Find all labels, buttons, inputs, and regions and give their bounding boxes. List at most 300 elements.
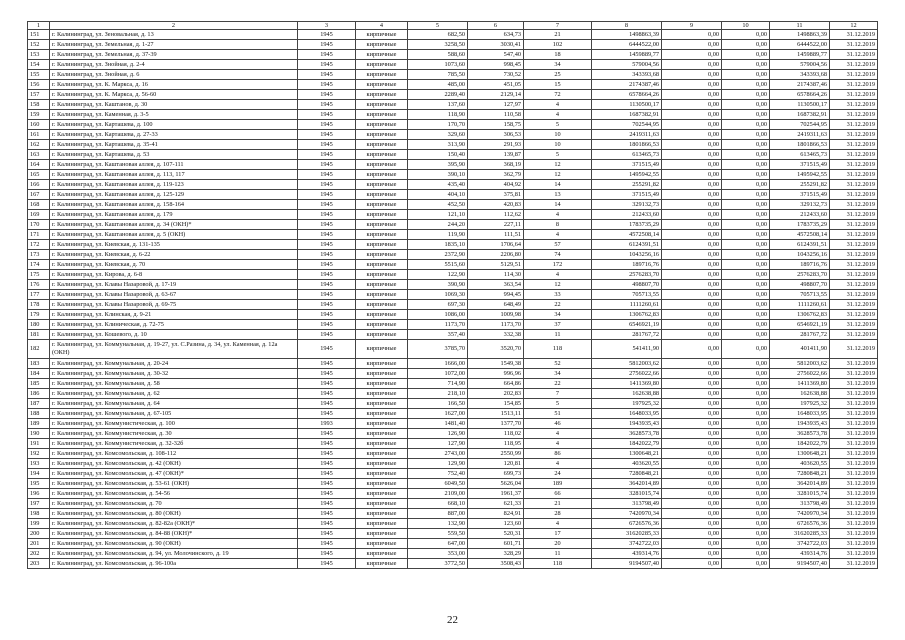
year-built-cell: 1945: [298, 379, 356, 389]
total-area-cell: 170,70: [408, 120, 468, 130]
total-area-cell: 6049,50: [408, 479, 468, 489]
cost-other-cell: 0,00: [722, 419, 770, 429]
table-row: [28, 469, 878, 479]
cost-owners-cell: 2756022,66: [770, 369, 830, 379]
total-area-cell: 5515,60: [408, 260, 468, 270]
cost-fund-cell: 0,00: [662, 140, 722, 150]
row-number-cell: 161: [28, 130, 50, 140]
year-built-cell: 1993: [298, 419, 356, 429]
total-area-cell: 1627,00: [408, 409, 468, 419]
table-row: [28, 60, 878, 70]
residents-cell: 34: [524, 310, 592, 320]
cost-owners-cell: 2576283,70: [770, 270, 830, 280]
living-area-cell: 1961,37: [468, 489, 524, 499]
cost-total-cell: 371515,49: [592, 160, 662, 170]
deadline-cell: 31.12.2019: [830, 190, 878, 200]
deadline-cell: 31.12.2019: [830, 250, 878, 260]
residents-cell: 4: [524, 459, 592, 469]
total-area-cell: 1069,30: [408, 290, 468, 300]
living-area-cell: 824,91: [468, 509, 524, 519]
cost-other-cell: 0,00: [722, 190, 770, 200]
living-area-cell: 520,31: [468, 529, 524, 539]
row-number-cell: 154: [28, 60, 50, 70]
cost-total-cell: 439314,76: [592, 549, 662, 559]
cost-total-cell: 1300648,21: [592, 449, 662, 459]
cost-owners-cell: 1043256,16: [770, 250, 830, 260]
cost-fund-cell: 0,00: [662, 529, 722, 539]
column-header: 3: [298, 22, 356, 30]
living-area-cell: 114,30: [468, 270, 524, 280]
year-built-cell: 1945: [298, 320, 356, 330]
living-area-cell: 363,54: [468, 280, 524, 290]
cost-fund-cell: 0,00: [662, 290, 722, 300]
year-built-cell: 1945: [298, 509, 356, 519]
row-number-cell: 200: [28, 529, 50, 539]
cost-owners-cell: 371515,49: [770, 190, 830, 200]
living-area-cell: 1549,38: [468, 359, 524, 369]
table-row: [28, 310, 878, 320]
table-row: [28, 479, 878, 489]
cost-other-cell: 0,00: [722, 80, 770, 90]
residents-cell: 74: [524, 250, 592, 260]
residents-cell: 4: [524, 210, 592, 220]
cost-total-cell: 7280848,21: [592, 469, 662, 479]
address-cell: г. Калининград, ул. Коммунистическая, д. 32-32б: [50, 439, 298, 449]
wall-material-cell: кирпичные: [356, 280, 408, 290]
wall-material-cell: кирпичные: [356, 230, 408, 240]
deadline-cell: 31.12.2019: [830, 210, 878, 220]
deadline-cell: 31.12.2019: [830, 110, 878, 120]
wall-material-cell: кирпичные: [356, 389, 408, 399]
cost-total-cell: 1043256,16: [592, 250, 662, 260]
cost-owners-cell: 439314,76: [770, 549, 830, 559]
living-area-cell: 2550,99: [468, 449, 524, 459]
wall-material-cell: кирпичные: [356, 559, 408, 569]
deadline-cell: 31.12.2019: [830, 559, 878, 569]
wall-material-cell: кирпичные: [356, 80, 408, 90]
cost-owners-cell: 3742722,03: [770, 539, 830, 549]
living-area-cell: 112,62: [468, 210, 524, 220]
total-area-cell: 329,60: [408, 130, 468, 140]
cost-fund-cell: 0,00: [662, 389, 722, 399]
wall-material-cell: кирпичные: [356, 30, 408, 40]
year-built-cell: 1945: [298, 160, 356, 170]
cost-fund-cell: 0,00: [662, 469, 722, 479]
residents-cell: 12: [524, 170, 592, 180]
table-row: [28, 50, 878, 60]
cost-fund-cell: 0,00: [662, 220, 722, 230]
year-built-cell: 1945: [298, 270, 356, 280]
cost-total-cell: 403620,55: [592, 459, 662, 469]
year-built-cell: 1945: [298, 40, 356, 50]
cost-total-cell: 313798,49: [592, 499, 662, 509]
wall-material-cell: кирпичные: [356, 499, 408, 509]
total-area-cell: 127,90: [408, 439, 468, 449]
table-row: [28, 399, 878, 409]
cost-total-cell: 3742722,03: [592, 539, 662, 549]
total-area-cell: 166,50: [408, 399, 468, 409]
living-area-cell: 664,86: [468, 379, 524, 389]
row-number-cell: 193: [28, 459, 50, 469]
column-header: 7: [524, 22, 592, 30]
wall-material-cell: кирпичные: [356, 110, 408, 120]
living-area-cell: 601,71: [468, 539, 524, 549]
row-number-cell: 170: [28, 220, 50, 230]
residents-cell: 24: [524, 469, 592, 479]
cost-total-cell: 2756022,66: [592, 369, 662, 379]
total-area-cell: 121,10: [408, 210, 468, 220]
year-built-cell: 1945: [298, 439, 356, 449]
address-cell: г. Калининград, ул. Земельная, д. 37-39: [50, 50, 298, 60]
residents-cell: 86: [524, 449, 592, 459]
total-area-cell: 668,10: [408, 499, 468, 509]
cost-other-cell: 0,00: [722, 369, 770, 379]
wall-material-cell: кирпичные: [356, 140, 408, 150]
address-cell: г. Калининград, ул. Коммунальная, д. 64: [50, 399, 298, 409]
deadline-cell: 31.12.2019: [830, 60, 878, 70]
cost-fund-cell: 0,00: [662, 120, 722, 130]
cost-owners-cell: 3628573,78: [770, 429, 830, 439]
deadline-cell: 31.12.2019: [830, 120, 878, 130]
address-cell: г. Калининград, ул. Каштановая аллея, д. 179: [50, 210, 298, 220]
residents-cell: 4: [524, 230, 592, 240]
cost-owners-cell: 3281015,74: [770, 489, 830, 499]
deadline-cell: 31.12.2019: [830, 509, 878, 519]
cost-fund-cell: 0,00: [662, 270, 722, 280]
address-cell: г. Калининград, ул. К. Маркса, д. 56-60: [50, 90, 298, 100]
cost-fund-cell: 0,00: [662, 70, 722, 80]
header-row: [28, 22, 878, 30]
cost-other-cell: 0,00: [722, 100, 770, 110]
deadline-cell: 31.12.2019: [830, 320, 878, 330]
column-header: 10: [722, 22, 770, 30]
living-area-cell: 634,73: [468, 30, 524, 40]
table-row: [28, 489, 878, 499]
total-area-cell: 647,00: [408, 539, 468, 549]
table-row: [28, 140, 878, 150]
cost-total-cell: 9194507,40: [592, 559, 662, 569]
residents-cell: 57: [524, 240, 592, 250]
cost-other-cell: 0,00: [722, 50, 770, 60]
deadline-cell: 31.12.2019: [830, 519, 878, 529]
living-area-cell: 118,02: [468, 429, 524, 439]
cost-owners-cell: 1411369,80: [770, 379, 830, 389]
cost-owners-cell: 613465,73: [770, 150, 830, 160]
cost-owners-cell: 6578664,26: [770, 90, 830, 100]
living-area-cell: 202,83: [468, 389, 524, 399]
column-header: 8: [592, 22, 662, 30]
cost-other-cell: 0,00: [722, 210, 770, 220]
cost-other-cell: 0,00: [722, 469, 770, 479]
cost-other-cell: 0,00: [722, 220, 770, 230]
total-area-cell: 2109,00: [408, 489, 468, 499]
living-area-cell: 3030,41: [468, 40, 524, 50]
deadline-cell: 31.12.2019: [830, 429, 878, 439]
table-row: [28, 549, 878, 559]
living-area-cell: 3508,43: [468, 559, 524, 569]
table-row: [28, 320, 878, 330]
address-cell: г. Калининград, ул. Зеновальная, д. 13: [50, 30, 298, 40]
cost-other-cell: 0,00: [722, 429, 770, 439]
total-area-cell: 218,10: [408, 389, 468, 399]
address-cell: г. Калининград, ул. Каменная, д. 3-5: [50, 110, 298, 120]
deadline-cell: 31.12.2019: [830, 130, 878, 140]
residents-cell: 46: [524, 419, 592, 429]
deadline-cell: 31.12.2019: [830, 280, 878, 290]
address-cell: г. Калининград, ул. Комсомольская, д. 80 (ОКН): [50, 509, 298, 519]
table-row: [28, 130, 878, 140]
year-built-cell: 1945: [298, 130, 356, 140]
year-built-cell: 1945: [298, 330, 356, 340]
cost-other-cell: 0,00: [722, 479, 770, 489]
cost-owners-cell: 1801866,53: [770, 140, 830, 150]
cost-fund-cell: 0,00: [662, 499, 722, 509]
wall-material-cell: кирпичные: [356, 320, 408, 330]
total-area-cell: 313,90: [408, 140, 468, 150]
wall-material-cell: кирпичные: [356, 70, 408, 80]
cost-fund-cell: 0,00: [662, 489, 722, 499]
residents-cell: 25: [524, 70, 592, 80]
living-area-cell: 547,40: [468, 50, 524, 60]
cost-fund-cell: 0,00: [662, 429, 722, 439]
cost-other-cell: 0,00: [722, 549, 770, 559]
living-area-cell: 306,53: [468, 130, 524, 140]
cost-total-cell: 255291,82: [592, 180, 662, 190]
cost-other-cell: 0,00: [722, 499, 770, 509]
living-area-cell: 328,29: [468, 549, 524, 559]
deadline-cell: 31.12.2019: [830, 389, 878, 399]
year-built-cell: 1945: [298, 150, 356, 160]
cost-owners-cell: 329132,73: [770, 200, 830, 210]
cost-owners-cell: 1495942,55: [770, 170, 830, 180]
residents-cell: 22: [524, 300, 592, 310]
total-area-cell: 129,90: [408, 459, 468, 469]
wall-material-cell: кирпичные: [356, 479, 408, 489]
total-area-cell: 390,90: [408, 280, 468, 290]
address-cell: г. Калининград, ул. Коммунальная, д. 58: [50, 379, 298, 389]
year-built-cell: 1945: [298, 190, 356, 200]
year-built-cell: 1945: [298, 210, 356, 220]
cost-total-cell: 1306762,83: [592, 310, 662, 320]
deadline-cell: 31.12.2019: [830, 230, 878, 240]
total-area-cell: 2743,00: [408, 449, 468, 459]
residents-cell: 118: [524, 559, 592, 569]
wall-material-cell: кирпичные: [356, 270, 408, 280]
table-row: [28, 120, 878, 130]
cost-owners-cell: 1306762,83: [770, 310, 830, 320]
table-row: [28, 539, 878, 549]
cost-other-cell: 0,00: [722, 150, 770, 160]
living-area-cell: 291,93: [468, 140, 524, 150]
total-area-cell: 1835,10: [408, 240, 468, 250]
table-row: [28, 519, 878, 529]
table-row: [28, 270, 878, 280]
cost-fund-cell: 0,00: [662, 230, 722, 240]
cost-other-cell: 0,00: [722, 250, 770, 260]
cost-owners-cell: 162638,88: [770, 389, 830, 399]
cost-total-cell: 1648033,95: [592, 409, 662, 419]
year-built-cell: 1945: [298, 399, 356, 409]
year-built-cell: 1945: [298, 230, 356, 240]
wall-material-cell: кирпичные: [356, 220, 408, 230]
wall-material-cell: кирпичные: [356, 549, 408, 559]
total-area-cell: 697,30: [408, 300, 468, 310]
row-number-cell: 195: [28, 479, 50, 489]
cost-fund-cell: 0,00: [662, 419, 722, 429]
wall-material-cell: кирпичные: [356, 399, 408, 409]
residents-cell: 17: [524, 529, 592, 539]
cost-fund-cell: 0,00: [662, 509, 722, 519]
total-area-cell: 435,40: [408, 180, 468, 190]
cost-owners-cell: 255291,82: [770, 180, 830, 190]
cost-other-cell: 0,00: [722, 310, 770, 320]
living-area-cell: 118,95: [468, 439, 524, 449]
table-row: [28, 499, 878, 509]
deadline-cell: 31.12.2019: [830, 539, 878, 549]
year-built-cell: 1945: [298, 80, 356, 90]
deadline-cell: 31.12.2019: [830, 30, 878, 40]
row-number-cell: 189: [28, 419, 50, 429]
cost-owners-cell: 7280848,21: [770, 469, 830, 479]
address-cell: г. Калининград, ул. Карташева, д. 100: [50, 120, 298, 130]
total-area-cell: 2372,90: [408, 250, 468, 260]
address-cell: г. Калининград, ул. Комсомольская, д. 90 (ОКН): [50, 539, 298, 549]
address-cell: г. Калининград, ул. Клавы Назаровой, д. 69-75: [50, 300, 298, 310]
deadline-cell: 31.12.2019: [830, 40, 878, 50]
year-built-cell: 1945: [298, 110, 356, 120]
year-built-cell: 1945: [298, 220, 356, 230]
address-cell: г. Калининград, ул. Клавы Назаровой, д. 63-67: [50, 290, 298, 300]
residents-cell: 14: [524, 180, 592, 190]
deadline-cell: 31.12.2019: [830, 489, 878, 499]
address-cell: г. Калининград, ул. Каштановая аллея, д. 158-164: [50, 200, 298, 210]
address-cell: г. Калининград, ул. К. Маркса, д. 16: [50, 80, 298, 90]
cost-fund-cell: 0,00: [662, 30, 722, 40]
row-number-cell: 197: [28, 499, 50, 509]
residents-cell: 4: [524, 100, 592, 110]
cost-other-cell: 0,00: [722, 399, 770, 409]
address-cell: г. Калининград, ул. Комсомольская, д. 42 (ОКН): [50, 459, 298, 469]
table-row: [28, 110, 878, 120]
housing-register-table: [27, 21, 878, 569]
deadline-cell: 31.12.2019: [830, 330, 878, 340]
year-built-cell: 1945: [298, 170, 356, 180]
cost-total-cell: 162638,88: [592, 389, 662, 399]
row-number-cell: 196: [28, 489, 50, 499]
table-row: [28, 429, 878, 439]
row-number-cell: 178: [28, 300, 50, 310]
address-cell: г. Калининград, ул. Карташева, д. 53: [50, 150, 298, 160]
cost-fund-cell: 0,00: [662, 330, 722, 340]
cost-owners-cell: 1648033,95: [770, 409, 830, 419]
row-number-cell: 166: [28, 180, 50, 190]
page-number: 22: [447, 614, 458, 626]
year-built-cell: 1945: [298, 120, 356, 130]
total-area-cell: 1481,40: [408, 419, 468, 429]
residents-cell: 14: [524, 200, 592, 210]
living-area-cell: 154,85: [468, 399, 524, 409]
cost-fund-cell: 0,00: [662, 439, 722, 449]
residents-cell: 172: [524, 260, 592, 270]
cost-owners-cell: 1111260,61: [770, 300, 830, 310]
residents-cell: 4: [524, 110, 592, 120]
row-number-cell: 159: [28, 110, 50, 120]
address-cell: г. Калининград, ул. Комсомольская, д. 94, ул. Молочинского, д. 19: [50, 549, 298, 559]
deadline-cell: 31.12.2019: [830, 150, 878, 160]
year-built-cell: 1945: [298, 559, 356, 569]
total-area-cell: 357,40: [408, 330, 468, 340]
cost-other-cell: 0,00: [722, 340, 770, 359]
row-number-cell: 186: [28, 389, 50, 399]
wall-material-cell: кирпичные: [356, 130, 408, 140]
table-row: [28, 280, 878, 290]
cost-other-cell: 0,00: [722, 300, 770, 310]
table-row: [28, 389, 878, 399]
total-area-cell: 390,10: [408, 170, 468, 180]
year-built-cell: 1945: [298, 479, 356, 489]
table-row: [28, 409, 878, 419]
total-area-cell: 244,20: [408, 220, 468, 230]
cost-owners-cell: 2419311,63: [770, 130, 830, 140]
row-number-cell: 187: [28, 399, 50, 409]
row-number-cell: 167: [28, 190, 50, 200]
wall-material-cell: кирпичные: [356, 150, 408, 160]
wall-material-cell: кирпичные: [356, 529, 408, 539]
year-built-cell: 1945: [298, 549, 356, 559]
deadline-cell: 31.12.2019: [830, 260, 878, 270]
cost-fund-cell: 0,00: [662, 210, 722, 220]
cost-fund-cell: 0,00: [662, 240, 722, 250]
table-row: [28, 90, 878, 100]
column-header: 6: [468, 22, 524, 30]
cost-fund-cell: 0,00: [662, 90, 722, 100]
year-built-cell: 1945: [298, 250, 356, 260]
wall-material-cell: кирпичные: [356, 449, 408, 459]
cost-other-cell: 0,00: [722, 120, 770, 130]
wall-material-cell: кирпичные: [356, 340, 408, 359]
cost-other-cell: 0,00: [722, 170, 770, 180]
row-number-cell: 198: [28, 509, 50, 519]
cost-fund-cell: 0,00: [662, 459, 722, 469]
table-row: [28, 240, 878, 250]
living-area-cell: 994,45: [468, 290, 524, 300]
cost-total-cell: 3281015,74: [592, 489, 662, 499]
address-cell: г. Калининград, ул. Каштановая аллея, д. 113, 117: [50, 170, 298, 180]
deadline-cell: 31.12.2019: [830, 270, 878, 280]
table-row: [28, 200, 878, 210]
wall-material-cell: кирпичные: [356, 260, 408, 270]
total-area-cell: 132,90: [408, 519, 468, 529]
living-area-cell: 699,73: [468, 469, 524, 479]
cost-fund-cell: 0,00: [662, 40, 722, 50]
wall-material-cell: кирпичные: [356, 489, 408, 499]
year-built-cell: 1945: [298, 30, 356, 40]
year-built-cell: 1945: [298, 300, 356, 310]
wall-material-cell: кирпичные: [356, 190, 408, 200]
wall-material-cell: кирпичные: [356, 439, 408, 449]
table-row: [28, 369, 878, 379]
cost-fund-cell: 0,00: [662, 190, 722, 200]
deadline-cell: 31.12.2019: [830, 529, 878, 539]
cost-owners-cell: 371515,49: [770, 160, 830, 170]
column-header: 12: [830, 22, 878, 30]
deadline-cell: 31.12.2019: [830, 300, 878, 310]
cost-other-cell: 0,00: [722, 280, 770, 290]
table-row: [28, 529, 878, 539]
residents-cell: 34: [524, 369, 592, 379]
year-built-cell: 1945: [298, 429, 356, 439]
row-number-cell: 183: [28, 359, 50, 369]
